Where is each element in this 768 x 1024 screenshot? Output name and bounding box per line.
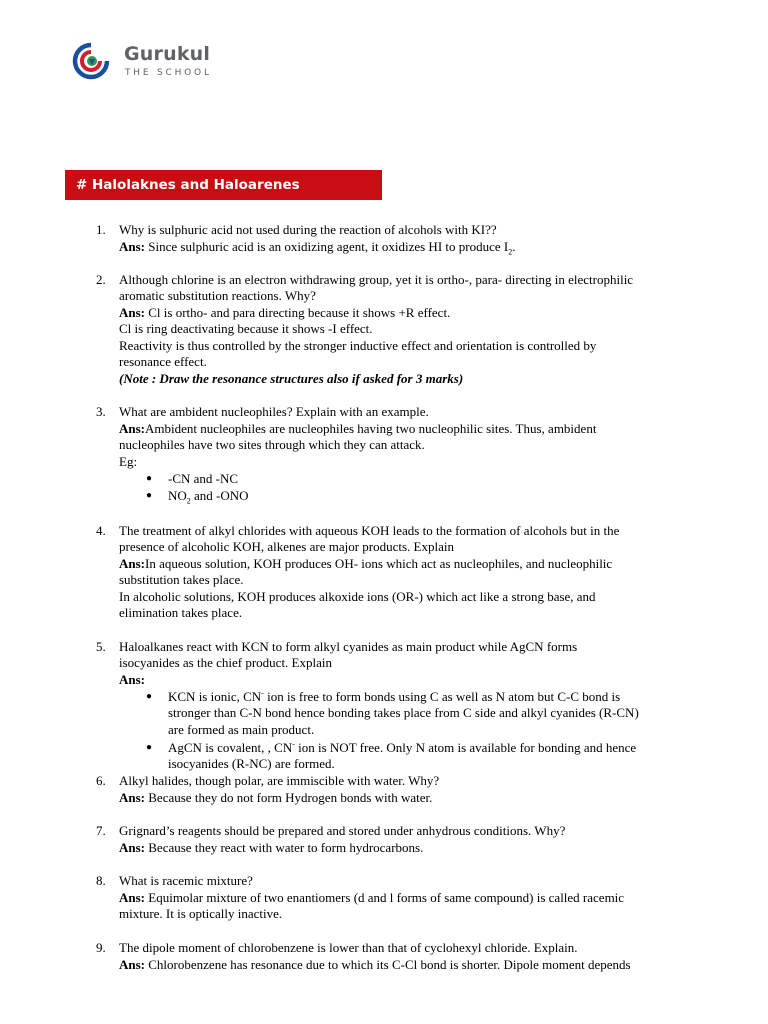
list-item <box>168 689 620 705</box>
answer-text: Ambident nucleophiles are nucleophiles having two nucleophilic sites. Thus, ambident <box>145 421 597 436</box>
answer-line <box>119 957 631 973</box>
answer-label: Ans: <box>119 421 146 436</box>
question-number: 3. <box>96 404 106 419</box>
answer-label: Ans: <box>119 556 146 571</box>
answer-text: elimination takes place. <box>119 605 243 620</box>
question-text: Alkyl halides, though polar, are immiscible with water. Why? <box>119 773 440 788</box>
answer-text: nucleophiles have two sites through which they can attack. <box>119 437 425 452</box>
answer-line <box>119 890 624 906</box>
list-text: AgCN is covalent, , CN <box>168 740 293 755</box>
question-number: 5. <box>96 639 106 654</box>
question-number: 4. <box>96 523 106 538</box>
question-text: What is racemic mixture? <box>119 873 253 888</box>
answer-text: Cl is ring deactivating because it shows -I effect. <box>119 321 373 336</box>
answer-text: In alcoholic solutions, KOH produces alkoxide ions (OR-) which act like a strong base, and <box>119 589 596 604</box>
answer-text: resonance effect. <box>119 354 207 369</box>
answer-text: Because they react with water to form hydrocarbons. <box>145 840 424 855</box>
gurukul-logo-icon <box>72 42 110 80</box>
list-text: and -ONO <box>190 488 249 503</box>
answer-line <box>119 840 423 856</box>
answer-line <box>119 305 450 321</box>
bullet-icon: ● <box>146 490 153 501</box>
answer-label: Ans: <box>119 840 146 855</box>
answer-line <box>119 421 596 437</box>
question-text: Haloalkanes react with KCN to form alkyl cyanides as main product while AgCN forms <box>119 639 578 654</box>
question-text: What are ambident nucleophiles? Explain with an example. <box>119 404 429 419</box>
answer-label: Ans: <box>119 957 146 972</box>
answer-label: Ans: <box>119 239 146 254</box>
bullet-icon: ● <box>146 691 153 702</box>
list-text: ion is free to form bonds using C as well as N atom but C-C bond is <box>263 689 621 704</box>
section-title-banner: # Halolaknes and Haloarenes <box>65 170 382 200</box>
question-text: Although chlorine is an electron withdrawing group, yet it is ortho-, para- directing in electrophilic <box>119 272 634 287</box>
brand-tagline: THE SCHOOL <box>125 68 212 78</box>
list-text: ion is NOT free. Only N atom is available for bonding and hence <box>294 740 637 755</box>
answer-text: Because they do not form Hydrogen bonds with water. <box>145 790 433 805</box>
list-text: isocyanides (R-NC) are formed. <box>168 756 335 771</box>
answer-line <box>119 556 612 572</box>
superscript: - <box>261 688 264 698</box>
question-number: 9. <box>96 940 106 955</box>
answer-text: Equimolar mixture of two enantiomers (d and l forms of same compound) is called racemic <box>145 890 625 905</box>
question-text: presence of alcoholic KOH, alkenes are major products. Explain <box>119 539 454 554</box>
list-item: -CN and -NC <box>168 471 239 486</box>
note-italic: (Note : Draw the resonance structures also if asked for 3 marks) <box>119 371 464 386</box>
answer-text: Cl is ortho- and para directing because it shows +R effect. <box>145 305 451 320</box>
list-text: NO <box>168 488 187 503</box>
answer-text: In aqueous solution, KOH produces OH- ions which act as nucleophiles, and nucleophilic <box>145 556 613 571</box>
answer-line <box>119 790 432 806</box>
list-item <box>168 488 249 504</box>
school-logo <box>72 42 212 82</box>
answer-text: Chlorobenzene has resonance due to which its C-Cl bond is shorter. Dipole moment depends <box>145 957 631 972</box>
answer-label: Ans: <box>119 672 146 687</box>
answer-text: Reactivity is thus controlled by the stronger inductive effect and orientation is controlled by <box>119 338 597 353</box>
note-text <box>119 371 463 387</box>
answer-text: substitution takes place. <box>119 572 244 587</box>
bullet-icon: ● <box>146 742 153 753</box>
question-text: aromatic substitution reactions. Why? <box>119 288 316 303</box>
answer-text: Since sulphuric acid is an oxidizing agent, it oxidizes HI to produce I <box>145 239 509 254</box>
superscript: - <box>292 739 295 749</box>
question-text: isocyanides as the chief product. Explain <box>119 655 332 670</box>
question-number: 6. <box>96 773 106 788</box>
list-text: KCN is ionic, CN <box>168 689 262 704</box>
question-text: Why is sulphuric acid not used during the reaction of alcohols with KI?? <box>119 222 497 237</box>
answer-line <box>119 239 515 255</box>
question-number: 2. <box>96 272 106 287</box>
subscript: 2 <box>186 496 191 506</box>
question-number: 1. <box>96 222 106 237</box>
brand-name: Gurukul <box>124 43 211 65</box>
answer-label: Ans: <box>119 890 146 905</box>
bullet-icon: ● <box>146 473 153 484</box>
answer-label-line <box>119 672 145 688</box>
list-item <box>168 740 636 756</box>
question-text: The treatment of alkyl chlorides with aqueous KOH leads to the formation of alcohols but in the <box>119 523 620 538</box>
answer-text: mixture. It is optically inactive. <box>119 906 283 921</box>
list-text: stronger than C-N bond hence bonding takes place from C side and alkyl cyanides (R-CN) <box>168 705 639 720</box>
answer-end: . <box>512 239 516 254</box>
answer-label: Ans: <box>119 305 146 320</box>
question-text: Grignard’s reagents should be prepared and stored under anhydrous conditions. Why? <box>119 823 566 838</box>
question-number: 7. <box>96 823 106 838</box>
list-text: are formed as main product. <box>168 722 315 737</box>
answer-label: Ans: <box>119 790 146 805</box>
example-label: Eg: <box>119 454 138 469</box>
question-number: 8. <box>96 873 106 888</box>
subscript: 2 <box>508 247 513 257</box>
question-text: The dipole moment of chlorobenzene is lower than that of cyclohexyl chloride. Explain. <box>119 940 578 955</box>
